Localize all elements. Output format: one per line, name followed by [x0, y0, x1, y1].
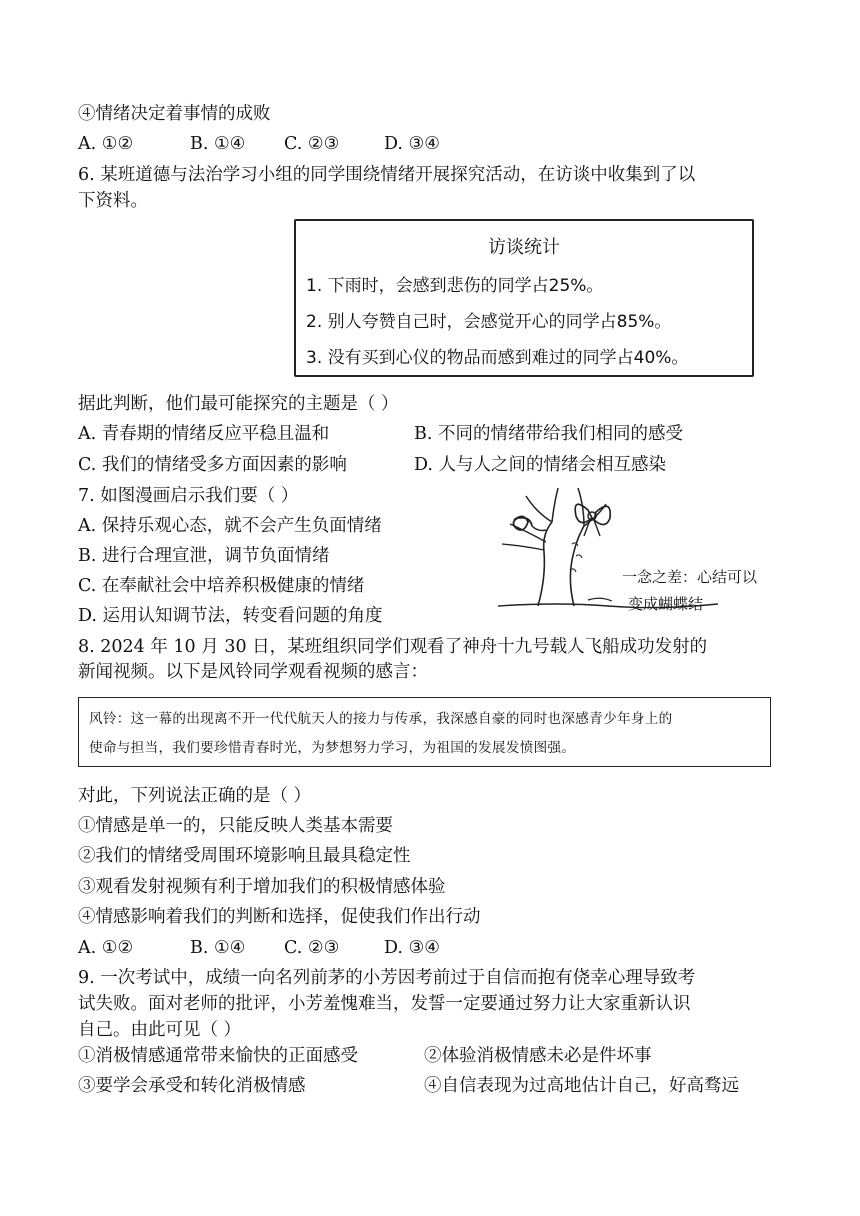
q7-option-a: A. 保持乐观心态，就不会产生负面情绪 — [78, 516, 382, 536]
interview-stat-1: 1. 下雨时，会感到悲伤的同学占25%。 — [306, 276, 604, 296]
q8-option-a: A. ①② — [78, 938, 134, 958]
q9-statement-1: ①消极情感通常带来愉快的正面感受 — [78, 1046, 358, 1066]
q8-stem-line-2: 新闻视频。以下是风铃同学观看视频的感言： — [78, 662, 428, 682]
q6-question: 据此判断，他们最可能探究的主题是（ ） — [78, 394, 399, 414]
quote-box — [78, 697, 771, 767]
q8-option-c: C. ②③ — [284, 938, 340, 958]
interview-stats-title: 访谈统计 — [488, 237, 560, 258]
q7-option-b: B. 进行合理宣泄，调节负面情绪 — [78, 546, 330, 566]
q5-option-c: C. ②③ — [284, 134, 340, 154]
q8-question: 对此，下列说法正确的是（ ） — [78, 786, 312, 806]
q6-option-c: C. 我们的情绪受多方面因素的影响 — [78, 455, 347, 475]
cartoon-caption-line-2: 变成蝴蝶结 — [628, 595, 704, 613]
q7-stem: 7. 如图漫画启示我们要（ ） — [78, 486, 299, 506]
interview-stat-2: 2. 别人夸赞自己时，会感觉开心的同学占85%。 — [306, 312, 672, 332]
cartoon-caption-line-1: 一念之差：心结可以 — [622, 568, 758, 586]
q8-stem-line-1: 8. 2024 年 10 月 30 日，某班组织同学们观看了神舟十九号载人飞船成功发射的 — [78, 637, 708, 657]
q9-statement-2: ②体验消极情感未必是件坏事 — [424, 1046, 652, 1066]
q8-statement-2: ②我们的情绪受周围环境影响且最具稳定性 — [78, 846, 411, 866]
interview-stat-3: 3. 没有买到心仪的物品而感到难过的同学占40%。 — [306, 348, 689, 368]
q9-stem-line-3: 自己。由此可见（ ） — [78, 1020, 242, 1040]
q8-option-d: D. ③④ — [384, 938, 440, 958]
q8-statement-4: ④情感影响着我们的判断和选择，促使我们作出行动 — [78, 907, 481, 927]
q9-stem-line-2: 试失败。面对老师的批评，小芳羞愧难当，发誓一定要通过努力让大家重新认识 — [78, 994, 691, 1014]
q6-option-b: B. 不同的情绪带给我们相同的感受 — [414, 424, 683, 444]
interview-stats-box — [294, 219, 754, 377]
q6-option-a: A. 青春期的情绪反应平稳且温和 — [78, 424, 330, 444]
q8-statement-3: ③观看发射视频有利于增加我们的积极情感体验 — [78, 877, 446, 897]
q7-option-d: D. 运用认知调节法，转变看问题的角度 — [78, 606, 383, 626]
q9-statement-4: ④自信表现为过高地估计自己，好高骛远 — [424, 1076, 739, 1096]
q9-statement-3: ③要学会承受和转化消极情感 — [78, 1076, 306, 1096]
q6-option-d: D. 人与人之间的情绪会相互感染 — [414, 455, 667, 475]
q6-stem-line-2: 下资料。 — [78, 191, 148, 211]
q5-statement-4: ④情绪决定着事情的成败 — [78, 104, 271, 124]
q8-option-b: B. ①④ — [190, 938, 246, 958]
q8-statement-1: ①情感是单一的，只能反映人类基本需要 — [78, 816, 393, 836]
q6-stem-line-1: 6. 某班道德与法治学习小组的同学围绕情绪开展探究活动，在访谈中收集到了以 — [78, 165, 696, 185]
q5-option-a: A. ①② — [78, 134, 134, 154]
q5-option-b: B. ①④ — [190, 134, 246, 154]
q5-option-d: D. ③④ — [384, 134, 440, 154]
quote-line-2: 使命与担当，我们要珍惜青春时光，为梦想努力学习，为祖国的发展发愤图强。 — [89, 740, 576, 756]
q9-stem-line-1: 9. 一次考试中，成绩一向名列前茅的小芳因考前过于自信而抱有侥幸心理导致考 — [78, 968, 696, 988]
q7-option-c: C. 在奉献社会中培养积极健康的情绪 — [78, 576, 365, 596]
quote-line-1: 风铃：这一幕的出现离不开一代代航天人的接力与传承，我深感自豪的同时也深感青少年身上的 — [89, 711, 673, 727]
